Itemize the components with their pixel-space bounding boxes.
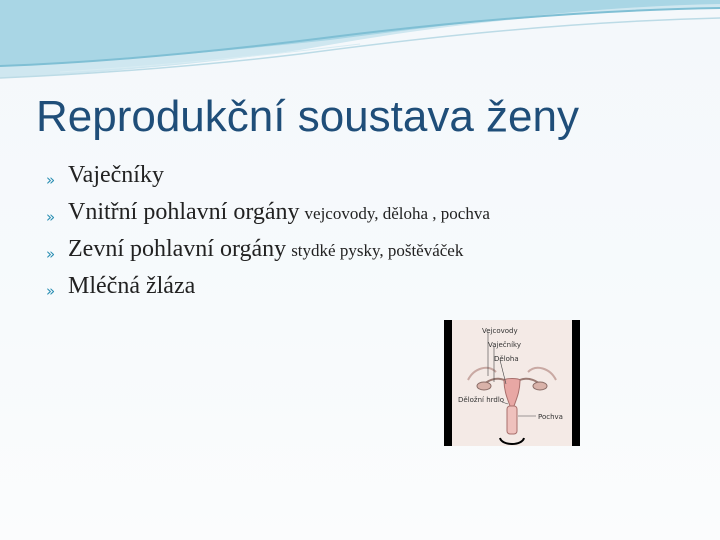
list-item xyxy=(46,271,490,308)
bullet-main-text: Zevní pohlavní orgány xyxy=(68,236,287,262)
list-item xyxy=(46,160,490,197)
bullet-main-text: Vnitřní pohlavní orgány xyxy=(68,199,300,225)
bullet-list xyxy=(46,160,490,308)
list-item xyxy=(46,197,490,234)
header-swoosh-decoration xyxy=(0,0,720,90)
double-chevron-icon: » xyxy=(46,245,56,263)
figure-label: Děloha xyxy=(494,355,519,363)
figure-label: Vejcovody xyxy=(482,327,518,335)
bullet-sub-text: vejcovody, děloha , pochva xyxy=(304,204,490,223)
double-chevron-icon: » xyxy=(46,208,56,226)
double-chevron-icon: » xyxy=(46,171,56,189)
figure-label: Děložní hrdlo xyxy=(458,396,505,404)
anatomy-figure xyxy=(444,320,580,446)
bullet-main-text: Mléčná žláza xyxy=(68,273,196,299)
slide-title: Reprodukční soustava ženy xyxy=(36,92,579,141)
figure-label: Vaječníky xyxy=(488,341,521,349)
double-chevron-icon: » xyxy=(46,282,56,300)
bullet-main-text: Vaječníky xyxy=(68,162,164,188)
bullet-sub-text: stydké pysky, poštěváček xyxy=(291,241,464,260)
list-item xyxy=(46,234,490,271)
figure-label: Pochva xyxy=(538,413,563,421)
